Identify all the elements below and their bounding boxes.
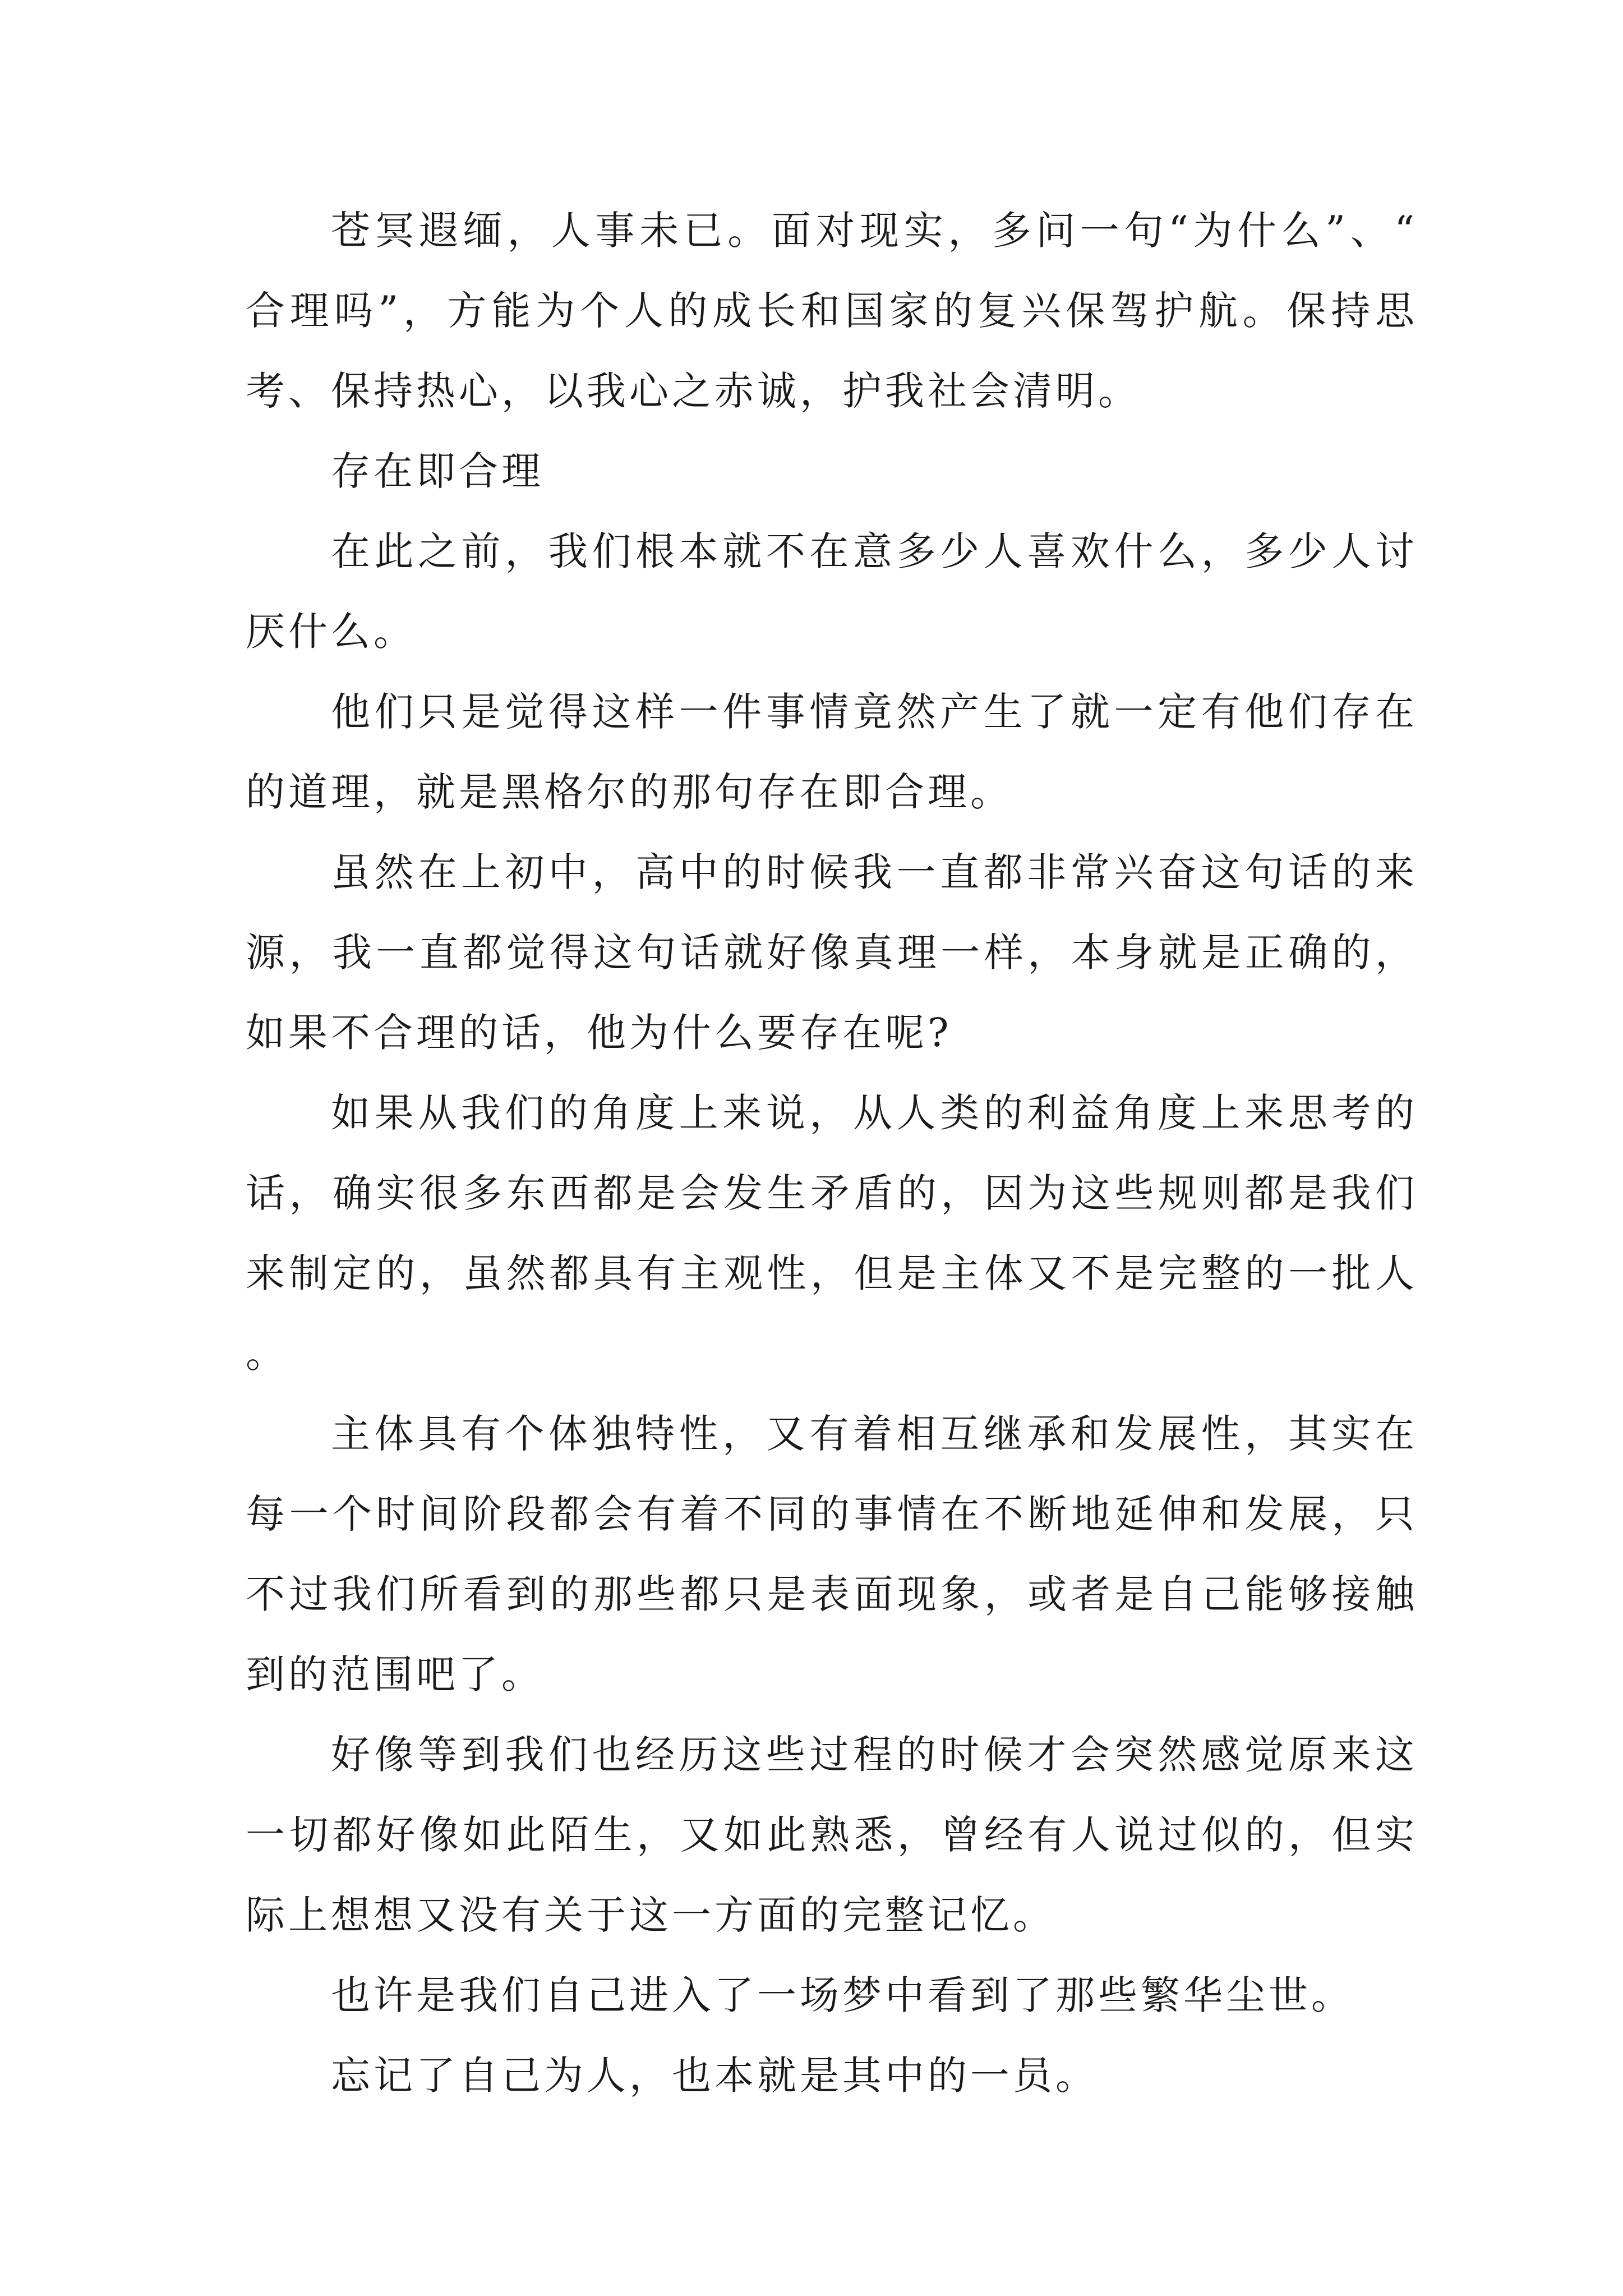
paragraph: 在此之前，我们根本就不在意多少人喜欢什么，多少人讨厌什么。 (246, 528, 1418, 655)
section-heading: 存在即合理 (331, 448, 544, 494)
paragraph: 他们只是觉得这样一件事情竟然产生了就一定有他们存在的道理，就是黑格尔的那句存在即合理。 (246, 689, 1418, 815)
paragraph: 如果从我们的角度上来说，从人类的利益角度上来思考的话，确实很多东西都是会发生矛盾的，因为这些规则都是我们来制定的，虽然都具有主观性，但是主体又不是完整的一批人。 (246, 1090, 1418, 1377)
paragraph: 也许是我们自己进入了一场梦中看到了那些繁华尘世。 (331, 1972, 1354, 2018)
paragraph: 主体具有个体独特性，又有着相互继承和发展性，其实在每一个时间阶段都会有着不同的事情在不断地延伸和发展，只不过我们所看到的那些都只是表面现象，或者是自己能够接触到的范围吧了。 (246, 1411, 1418, 1697)
paragraph: 忘记了自己为人，也本就是其中的一员。 (331, 2053, 1098, 2099)
paragraph: 虽然在上初中，高中的时候我一直都非常兴奋这句话的来源，我一直都觉得这句话就好像真理一样，本身就是正确的，如果不合理的话，他为什么要存在呢? (246, 849, 1418, 1056)
paragraph: 好像等到我们也经历这些过程的时候才会突然感觉原来这一切都好像如此陌生，又如此熟悉，曾经有人说过似的，但实际上想想又没有关于这一方面的完整记忆。 (246, 1732, 1418, 1938)
paragraph: 苍冥遐缅，人事未已。面对现实，多问一句“为什么”、“合理吗”，方能为个人的成长和国家的复兴保驾护航。保持思考、保持热心，以我心之赤诚，护我社会清明。 (246, 208, 1418, 414)
body-text (246, 191, 1418, 2116)
